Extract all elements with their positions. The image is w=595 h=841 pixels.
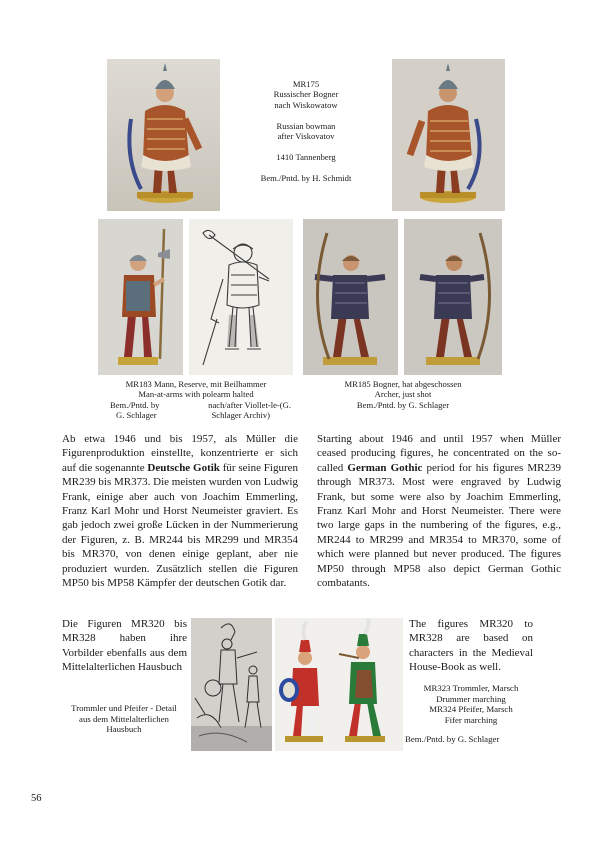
caption-mr183-line1: MR183 Mann, Reserve, mit Beilhammer (125, 379, 267, 389)
caption-mr323-line3: MR324 Pfeifer, Marsch (429, 704, 513, 715)
english-paragraph (317, 432, 561, 590)
german-text-part1: Ab etwa 1946 und bis 1957, als Müller die Figurenproduktion einstellte, konzentrierte er sich auf die sogenannte (62, 433, 298, 474)
figure-archer-front-image (303, 219, 398, 375)
caption-mr323-line4: Fifer marching (444, 714, 498, 725)
caption-mr183-line2: Man-at-arms with polearm halted (138, 389, 254, 400)
caption-mr323-line2: Drummer marching (436, 693, 506, 704)
caption-mr183-line3b: nach/after Viollet-le-(G. (208, 399, 291, 410)
caption-mr175 (232, 79, 380, 183)
photo-mr185-front (303, 219, 398, 375)
page-number: 56 (31, 793, 42, 804)
figure-drummer-fifer-image (275, 618, 403, 751)
caption-mr185-line1: MR185 Bogner, hat abgeschossen (344, 379, 462, 389)
german-text-part2: für seine Figuren MR239 bis MR373. Die meisten wurden von Ludwig Frank, einige aber auch von Joachim Emmerling, Franz Karl Mohr und Horst Neumeister graviert. Es gab jedoch zwei große Lücken in der Nummerierung der Figuren, z. B. MR244 bis MR299 und MR354 bis MR370, von denen einige geplant, aber nie produziert wurden. Zusätzlich stellen die Figuren MP50 bis MP58 Kämpfer der deutschen Gotik dar. (62, 461, 298, 590)
photo-mr323-mr324 (275, 618, 403, 751)
caption-credit: Bem./Pntd. by H. Schmidt (260, 172, 352, 183)
drawing-drummer-fifer-image (191, 618, 272, 751)
caption-en-line1: Russian bowman (276, 120, 336, 131)
german-paragraph (62, 432, 298, 590)
english-paragraph-2: The figures MR320 to MR328 are based on characters in the Medieval House-Book as well. (409, 618, 533, 674)
photo-mr175-front (107, 59, 220, 211)
caption-mr185-line2: Archer, just shot (374, 389, 432, 400)
caption-hausbuch (58, 703, 190, 735)
caption-mr183 (98, 379, 294, 421)
caption-hausbuch-line3: Hausbuch (106, 724, 142, 735)
caption-mr183-line3a: Bem./Pntd. by (110, 399, 160, 410)
caption-mr323-line1: MR323 Trommler, Marsch (423, 683, 519, 693)
english-text-bold: German Gothic (347, 461, 423, 474)
photo-mr183-figure (98, 219, 183, 375)
figure-archer-back-image (404, 219, 502, 375)
caption-en-line2: after Viskovatov (277, 131, 335, 142)
photo-mr175-back (392, 59, 505, 211)
figure-bowman-back-image (392, 59, 505, 211)
caption-battle: 1410 Tannenberg (276, 151, 336, 162)
caption-mr183-line4b: Schlager Archiv) (211, 410, 270, 421)
english-text-part2: period for his figures MR239 through MR373. Most were engraved by Ludwig Frank, but some were also by Joachim Emmerling, Franz Karl Mohr and Horst Neumeister. There were two large gaps in the numbering of the figures, e.g., MR244 to MR299 and MR354 to MR370, some of which were planned but never produced. The figures MP50 through MP58 also depict German Gothic combatants. (317, 461, 561, 590)
caption-hausbuch-line2: aus dem Mittelalterlichen (79, 713, 169, 724)
caption-de-line2: nach Wiskowatow (274, 99, 338, 110)
figure-bowman-front-image (107, 59, 220, 211)
caption-mr185 (303, 379, 503, 410)
caption-hausbuch-line1: Trommler und Pfeifer - Detail (71, 703, 177, 713)
caption-de-line1: Russischer Bogner (273, 89, 339, 100)
drawing-man-at-arms-image (189, 219, 293, 375)
photo-viollet-le-duc-drawing (189, 219, 293, 375)
photo-hausbuch-drawing (191, 618, 272, 751)
german-text-bold: Deutsche Gotik (147, 461, 220, 474)
caption-mr183-line4a: G. Schlager (116, 410, 157, 421)
caption-mr185-line3: Bem./Pntd. by G. Schlager (356, 399, 450, 410)
figure-man-at-arms-image (98, 219, 183, 375)
credit-bottom: Bem./Pntd. by G. Schlager (405, 734, 500, 744)
photo-mr185-back (404, 219, 502, 375)
english-text-part1: Starting about 1946 and until 1957 when Müller ceased producing figures, he concentrated on the so-called (317, 433, 561, 474)
german-paragraph-2: Die Figuren MR320 bis MR328 haben ihre Vorbilder ebenfalls aus dem Mittelalterlichen Hausbuch (62, 618, 187, 674)
caption-mr323-mr324 (408, 683, 534, 725)
figure-code: MR175 (292, 79, 320, 89)
